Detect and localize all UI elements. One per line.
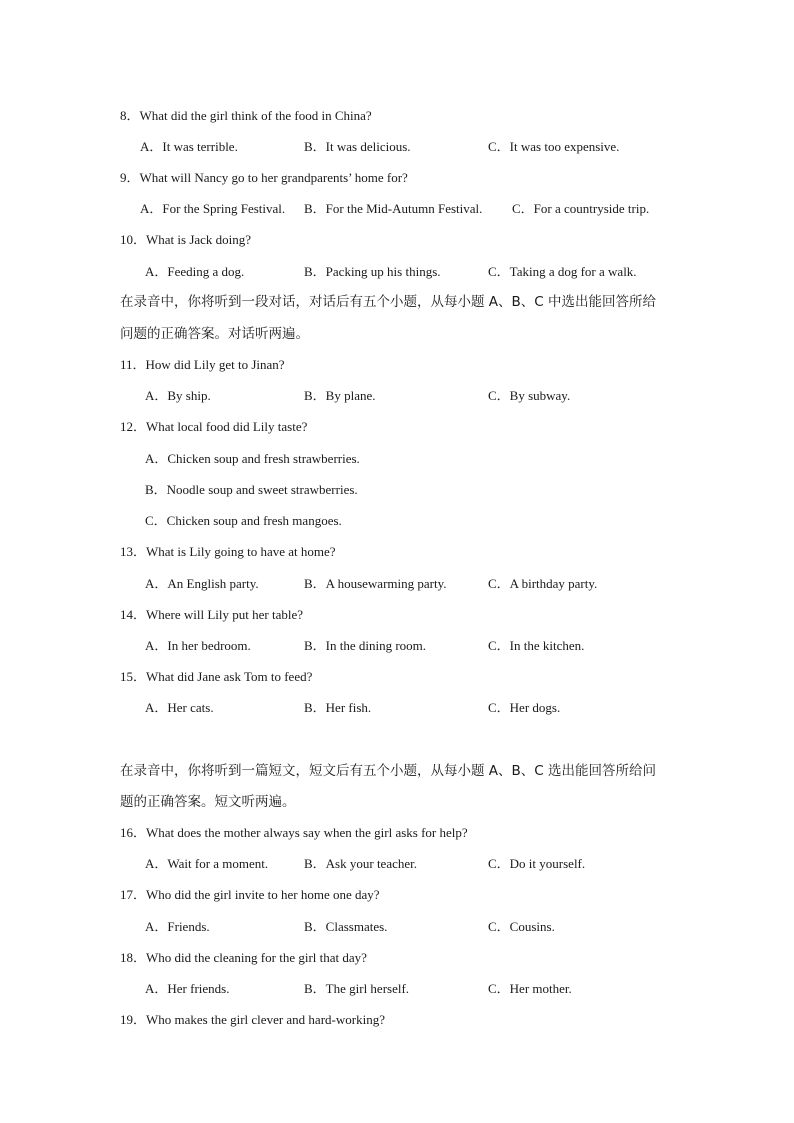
- option-11a: A．By ship.: [145, 388, 211, 403]
- question-17: 17．Who did the girl invite to her home one day?: [120, 887, 380, 902]
- option-14c: C．In the kitchen.: [488, 638, 585, 653]
- question-8: 8．What did the girl think of the food in China?: [120, 108, 372, 123]
- option-9a: A．For the Spring Festival.: [140, 201, 286, 216]
- option-18a: A．Her friends.: [145, 981, 230, 996]
- option-17a: A．Friends.: [145, 919, 210, 934]
- option-14a: A．In her bedroom.: [145, 638, 251, 653]
- question-10: 10．What is Jack doing?: [120, 232, 252, 247]
- option-13c: C．A birthday party.: [488, 576, 598, 591]
- option-18b: B．The girl herself.: [304, 981, 410, 996]
- option-14b: B．In the dining room.: [304, 638, 427, 653]
- option-8a: A．It was terrible.: [140, 139, 238, 154]
- option-8c: C．It was too expensive.: [488, 139, 620, 154]
- question-18: 18．Who did the cleaning for the girl that day?: [120, 950, 367, 965]
- question-19: 19．Who makes the girl clever and hard-working?: [120, 1012, 385, 1027]
- option-18c: C．Her mother.: [488, 981, 572, 996]
- option-13a: A．An English party.: [145, 576, 259, 591]
- option-16a: A．Wait for a moment.: [145, 856, 269, 871]
- option-17c: C．Cousins.: [488, 919, 555, 934]
- option-17b: B．Classmates.: [304, 919, 388, 934]
- option-10b: B．Packing up his things.: [304, 264, 441, 279]
- option-13b: B．A housewarming party.: [304, 576, 447, 591]
- option-11b: B．By plane.: [304, 388, 376, 403]
- instruction-passage-line1: 在录音中，你将听到一篇短文，短文后有五个小题，从每小题 A、B、C 选出能回答所给问: [120, 763, 657, 779]
- question-16: 16．What does the mother always say when the girl asks for help?: [120, 825, 468, 840]
- option-16c: C．Do it yourself.: [488, 856, 586, 871]
- option-12b: B．Noodle soup and sweet strawberries.: [145, 482, 358, 497]
- option-15a: A．Her cats.: [145, 700, 214, 715]
- option-15c: C．Her dogs.: [488, 700, 561, 715]
- question-9: 9．What will Nancy go to her grandparents’ home for?: [120, 170, 408, 185]
- question-11: 11．How did Lily get to Jinan?: [120, 357, 285, 372]
- question-13: 13．What is Lily going to have at home?: [120, 544, 336, 559]
- option-15b: B．Her fish.: [304, 700, 372, 715]
- option-10c: C．Taking a dog for a walk.: [488, 264, 637, 279]
- question-14: 14．Where will Lily put her table?: [120, 607, 304, 622]
- option-9c: C．For a countryside trip.: [512, 201, 650, 216]
- instruction-dialogue-line1: 在录音中，你将听到一段对话，对话后有五个小题，从每小题 A、B、C 中选出能回答所给: [120, 294, 657, 310]
- option-11c: C．By subway.: [488, 388, 571, 403]
- option-9b: B．For the Mid-Autumn Festival.: [304, 201, 483, 216]
- question-12: 12．What local food did Lily taste?: [120, 419, 308, 434]
- instruction-dialogue-line2: 问题的正确答案。对话听两遍。: [120, 326, 309, 342]
- instruction-passage-line2: 题的正确答案。短文听两遍。: [120, 794, 296, 810]
- option-8b: B．It was delicious.: [304, 139, 411, 154]
- question-15: 15．What did Jane ask Tom to feed?: [120, 669, 313, 684]
- option-12c: C．Chicken soup and fresh mangoes.: [145, 513, 342, 528]
- option-12a: A．Chicken soup and fresh strawberries.: [145, 451, 360, 466]
- option-10a: A．Feeding a dog.: [145, 264, 245, 279]
- option-16b: B．Ask your teacher.: [304, 856, 418, 871]
